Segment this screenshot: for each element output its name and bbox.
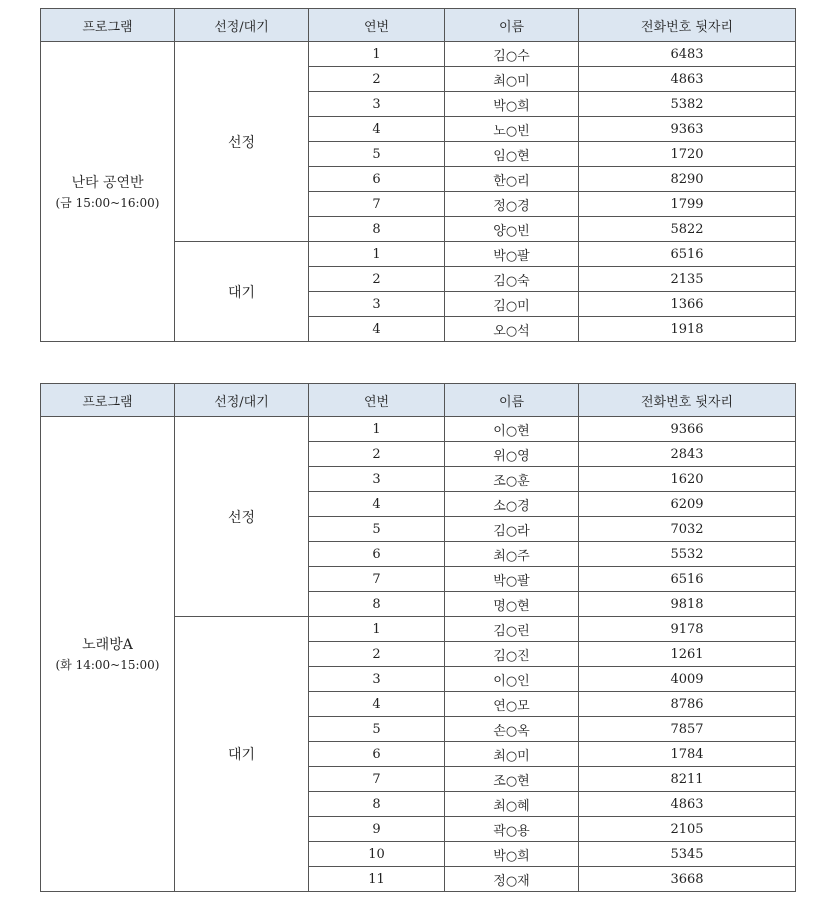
number-cell: 3 — [309, 92, 445, 117]
name-cell: 양○빈 — [445, 217, 579, 242]
name-cell: 소○경 — [445, 492, 579, 517]
roster-body — [41, 42, 796, 342]
name-cell: 손○옥 — [445, 717, 579, 742]
phone-cell: 2843 — [579, 442, 796, 467]
phone-cell: 9363 — [579, 117, 796, 142]
header-phone: 전화번호 뒷자리 — [579, 384, 796, 417]
header-row — [41, 9, 796, 42]
number-cell: 9 — [309, 817, 445, 842]
phone-cell: 4009 — [579, 667, 796, 692]
phone-cell: 5822 — [579, 217, 796, 242]
table-row — [41, 42, 796, 67]
name-cell: 김○미 — [445, 292, 579, 317]
phone-cell: 6209 — [579, 492, 796, 517]
number-cell: 8 — [309, 592, 445, 617]
number-cell: 3 — [309, 292, 445, 317]
name-cell: 이○인 — [445, 667, 579, 692]
phone-cell: 1799 — [579, 192, 796, 217]
roster-table-nanta — [40, 8, 796, 342]
number-cell: 7 — [309, 567, 445, 592]
number-cell: 6 — [309, 167, 445, 192]
program-cell — [41, 417, 175, 892]
header-number: 연번 — [309, 9, 445, 42]
name-cell: 박○희 — [445, 842, 579, 867]
name-cell: 김○진 — [445, 642, 579, 667]
number-cell: 7 — [309, 767, 445, 792]
header-row — [41, 384, 796, 417]
header-program: 프로그램 — [41, 9, 175, 42]
name-cell: 김○숙 — [445, 267, 579, 292]
phone-cell: 6483 — [579, 42, 796, 67]
number-cell: 1 — [309, 617, 445, 642]
name-cell: 최○혜 — [445, 792, 579, 817]
name-cell: 정○경 — [445, 192, 579, 217]
roster-table-karaoke — [40, 383, 796, 892]
number-cell: 1 — [309, 417, 445, 442]
phone-cell: 4863 — [579, 792, 796, 817]
name-cell: 김○수 — [445, 42, 579, 67]
name-cell: 오○석 — [445, 317, 579, 342]
phone-cell: 8786 — [579, 692, 796, 717]
number-cell: 11 — [309, 867, 445, 892]
header-phone: 전화번호 뒷자리 — [579, 9, 796, 42]
number-cell: 4 — [309, 692, 445, 717]
program-time: (화 14:00~15:00) — [55, 658, 160, 672]
number-cell: 7 — [309, 192, 445, 217]
number-cell: 8 — [309, 217, 445, 242]
header-program: 프로그램 — [41, 384, 175, 417]
phone-cell: 5345 — [579, 842, 796, 867]
number-cell: 10 — [309, 842, 445, 867]
phone-cell: 1261 — [579, 642, 796, 667]
number-cell: 2 — [309, 642, 445, 667]
phone-cell: 9366 — [579, 417, 796, 442]
status-cell: 대기 — [175, 242, 309, 342]
name-cell: 박○팔 — [445, 567, 579, 592]
number-cell: 4 — [309, 117, 445, 142]
phone-cell: 1620 — [579, 467, 796, 492]
number-cell: 1 — [309, 242, 445, 267]
number-cell: 4 — [309, 492, 445, 517]
number-cell: 2 — [309, 442, 445, 467]
name-cell: 임○현 — [445, 142, 579, 167]
name-cell: 위○영 — [445, 442, 579, 467]
name-cell: 노○빈 — [445, 117, 579, 142]
number-cell: 2 — [309, 267, 445, 292]
phone-cell: 7032 — [579, 517, 796, 542]
name-cell: 정○재 — [445, 867, 579, 892]
phone-cell: 8211 — [579, 767, 796, 792]
phone-cell: 1720 — [579, 142, 796, 167]
phone-cell: 7857 — [579, 717, 796, 742]
phone-cell: 6516 — [579, 242, 796, 267]
phone-cell: 4863 — [579, 67, 796, 92]
phone-cell: 5382 — [579, 92, 796, 117]
roster-body — [41, 417, 796, 892]
phone-cell: 3668 — [579, 867, 796, 892]
number-cell: 1 — [309, 42, 445, 67]
number-cell: 8 — [309, 792, 445, 817]
phone-cell: 8290 — [579, 167, 796, 192]
phone-cell: 6516 — [579, 567, 796, 592]
number-cell: 4 — [309, 317, 445, 342]
number-cell: 3 — [309, 467, 445, 492]
program-name: 난타 공연반 — [71, 174, 144, 191]
name-cell: 곽○용 — [445, 817, 579, 842]
program-time: (금 15:00~16:00) — [55, 195, 160, 210]
name-cell: 최○미 — [445, 67, 579, 92]
name-cell: 김○라 — [445, 517, 579, 542]
number-cell: 5 — [309, 142, 445, 167]
status-cell: 선정 — [175, 42, 309, 242]
name-cell: 조○현 — [445, 767, 579, 792]
phone-cell: 2105 — [579, 817, 796, 842]
phone-cell: 5532 — [579, 542, 796, 567]
phone-cell: 1784 — [579, 742, 796, 767]
header-number: 연번 — [309, 384, 445, 417]
number-cell: 5 — [309, 717, 445, 742]
name-cell: 최○주 — [445, 542, 579, 567]
name-cell: 김○린 — [445, 617, 579, 642]
header-status: 선정/대기 — [175, 384, 309, 417]
phone-cell: 1918 — [579, 317, 796, 342]
status-cell: 대기 — [175, 617, 309, 892]
name-cell: 명○현 — [445, 592, 579, 617]
phone-cell: 2135 — [579, 267, 796, 292]
number-cell: 6 — [309, 542, 445, 567]
phone-cell: 1366 — [579, 292, 796, 317]
program-cell — [41, 42, 175, 342]
status-cell: 선정 — [175, 417, 309, 617]
number-cell: 5 — [309, 517, 445, 542]
name-cell: 한○리 — [445, 167, 579, 192]
name-cell: 조○훈 — [445, 467, 579, 492]
phone-cell: 9178 — [579, 617, 796, 642]
header-name: 이름 — [445, 384, 579, 417]
name-cell: 최○미 — [445, 742, 579, 767]
header-name: 이름 — [445, 9, 579, 42]
program-name: 노래방A — [82, 637, 133, 653]
name-cell: 연○모 — [445, 692, 579, 717]
name-cell: 이○현 — [445, 417, 579, 442]
header-status: 선정/대기 — [175, 9, 309, 42]
table-row — [41, 417, 796, 442]
number-cell: 2 — [309, 67, 445, 92]
number-cell: 3 — [309, 667, 445, 692]
phone-cell: 9818 — [579, 592, 796, 617]
number-cell: 6 — [309, 742, 445, 767]
name-cell: 박○희 — [445, 92, 579, 117]
name-cell: 박○팔 — [445, 242, 579, 267]
